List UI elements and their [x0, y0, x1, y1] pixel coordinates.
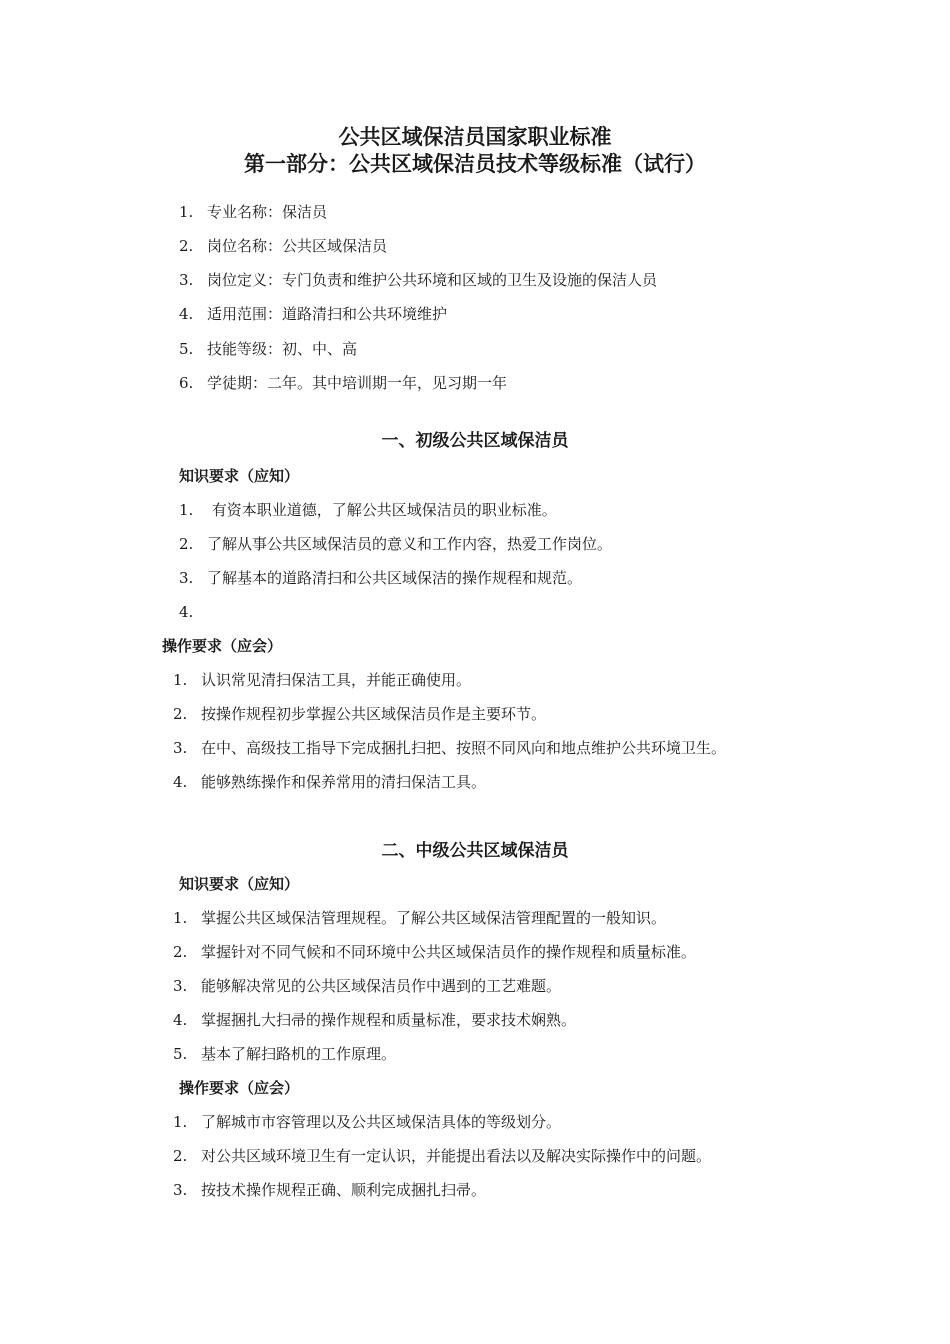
- list-item: 3. 了解基本的道路清扫和公共区域保洁的操作规程和规范。: [179, 569, 583, 587]
- list-item: 1. 认识常见清扫保洁工具，并能正确使用。: [173, 671, 472, 689]
- list-item: 2. 按操作规程初步掌握公共区域保洁员作是主要环节。: [173, 705, 547, 723]
- document-subtitle: 第一部分：公共区域保洁员技术等级标准（试行）: [244, 151, 706, 176]
- list-item: 4.: [179, 603, 194, 621]
- list-item: 3. 岗位定义：专门负责和维护公共环境和区域的卫生及设施的保洁人员: [179, 271, 658, 289]
- section-heading-primary: 一、初级公共区域保洁员: [381, 431, 569, 451]
- list-item: 1. 专业名称：保洁员: [179, 203, 328, 221]
- section-heading-intermediate: 二、中级公共区域保洁员: [381, 841, 569, 861]
- list-item: 4. 能够熟练操作和保养常用的清扫保洁工具。: [173, 773, 487, 791]
- list-item: 4. 掌握捆扎大扫帚的操作规程和质量标准，要求技术娴熟。: [173, 1011, 577, 1029]
- document-title: 公共区域保洁员国家职业标准: [338, 124, 612, 149]
- subsection-title: 知识要求（应知）: [179, 875, 300, 893]
- list-item: 4. 适用范围：道路清扫和公共环境维护: [179, 305, 448, 323]
- list-item: 2. 了解从事公共区域保洁员的意义和工作内容，热爱工作岗位。: [179, 535, 613, 553]
- list-item: 2. 岗位名称：公共区域保洁员: [179, 237, 388, 255]
- list-item: 1. 掌握公共区域保洁管理规程。了解公共区域保洁管理配置的一般知识。: [173, 909, 667, 927]
- list-item: 6. 学徒期：二年。其中培训期一年，见习期一年: [179, 374, 508, 392]
- subsection-title: 知识要求（应知）: [179, 467, 300, 485]
- list-item: 2. 对公共区域环境卫生有一定认识，并能提出看法以及解决实际操作中的问题。: [173, 1147, 712, 1165]
- subsection-title: 操作要求（应会）: [179, 1079, 300, 1097]
- list-item: 1. 有资本职业道德，了解公共区域保洁员的职业标准。: [179, 501, 557, 519]
- list-item: 3. 按技术操作规程正确、顺利完成捆扎扫帚。: [173, 1181, 487, 1199]
- list-item: 3. 能够解决常见的公共区域保洁员作中遇到的工艺难题。: [173, 977, 562, 995]
- list-item: 5. 基本了解扫路机的工作原理。: [173, 1045, 397, 1063]
- subsection-title: 操作要求（应会）: [162, 637, 283, 655]
- list-item: 5. 技能等级：初、中、高: [179, 340, 358, 358]
- list-item: 1. 了解城市市容管理以及公共区域保洁具体的等级划分。: [173, 1113, 562, 1131]
- list-item: 3. 在中、高级技工指导下完成捆扎扫把、按照不同风向和地点维护公共环境卫生。: [173, 739, 727, 757]
- list-item: 2. 掌握针对不同气候和不同环境中公共区域保洁员作的操作规程和质量标准。: [173, 943, 697, 961]
